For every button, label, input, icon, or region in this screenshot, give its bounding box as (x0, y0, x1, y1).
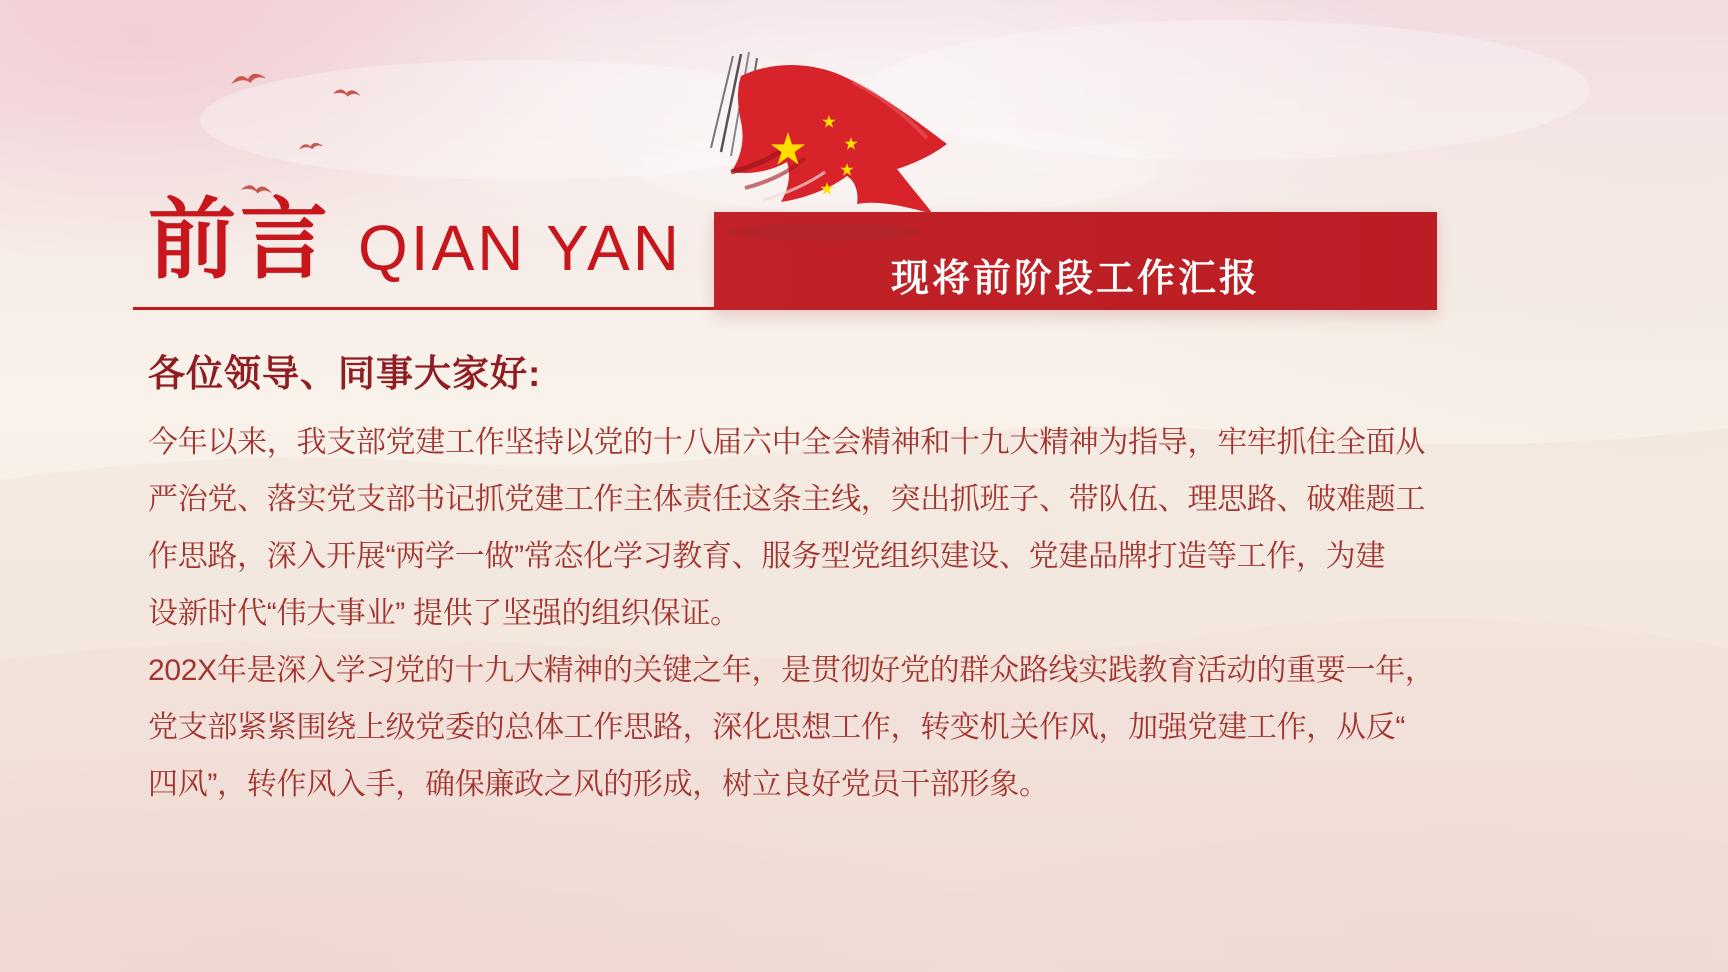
paragraph2-line: 202X年是深入学习党的十九大精神的关键之年，是贯彻好党的群众路线实践教育活动的重要一年， (148, 654, 1435, 688)
greeting-heading: 各位领导、同事大家好: (148, 353, 542, 394)
bird-icon (298, 139, 327, 154)
title-underline (133, 307, 714, 310)
body-content (148, 352, 1433, 813)
paragraph1-line: 作思路，深入开展“两学一做”常态化学习教育、服务型党组织建设、党建品牌打造等工作，为建 (148, 540, 1386, 574)
banner-title: 现将前阶段工作汇报 (890, 258, 1260, 300)
paragraph1-line: 今年以来，我支部党建工作坚持以党的十八届六中全会精神和十九大精神为指导，牢牢抓住全面从 (148, 426, 1426, 460)
paragraph2-line: 党支部紧紧围绕上级党委的总体工作思路，深化思想工作，转变机关作风，加强党建工作，从反“ (148, 711, 1406, 745)
paragraph1-line: 设新时代“伟大事业” 提供了坚强的组织保证。 (148, 597, 740, 631)
page-title (148, 190, 682, 289)
page-title-en: QIAN YAN (358, 212, 682, 284)
bird-icon (331, 84, 365, 103)
paragraph2-line: 四风”，转作风入手，确保廉政之风的形成，树立良好党员干部形象。 (148, 768, 1049, 802)
bird-icon (229, 68, 271, 90)
china-flag-icon (675, 50, 985, 250)
paragraph1-line: 严治党、落实党支部书记抓党建工作主体责任这条主线，突出抓班子、带队伍、理思路、破难题工 (148, 483, 1426, 517)
paragraphs (148, 414, 1433, 813)
page-title-cn: 前言 (148, 190, 333, 289)
